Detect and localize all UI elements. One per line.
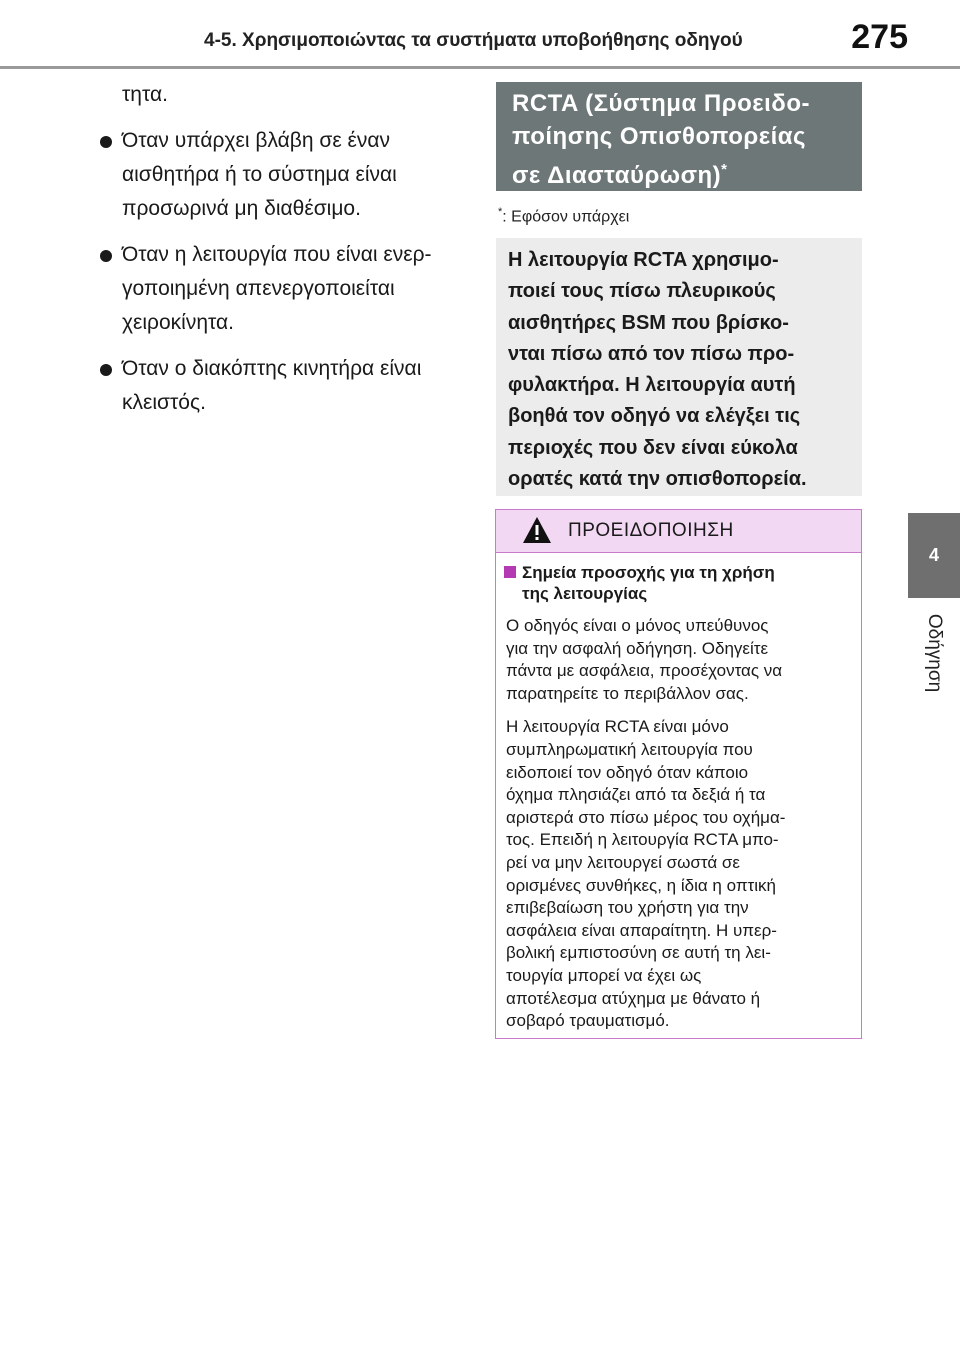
paragraph-line: για την ασφαλή οδήγηση. Οδηγείτε — [506, 638, 769, 658]
heading-line — [512, 153, 848, 192]
bullet-line: προσωρινά μη διαθέσιμο. — [122, 197, 361, 220]
heading-line-text: σε Διασταύρωση) — [512, 162, 722, 189]
warning-header — [496, 510, 861, 553]
bullet-line: αισθητήρα ή το σύστημα είναι — [122, 163, 397, 186]
paragraph-line: σοβαρό τραυματισμό. — [506, 1011, 670, 1031]
paragraph-line: αποτέλεσμα ατύχημα με θάνατο ή — [506, 988, 761, 1008]
intro-line: περιοχές που δεν είναι εύκολα — [508, 436, 798, 459]
paragraph-line: ορισμένες συνθήκες, η ίδια η οπτική — [506, 875, 776, 895]
intro-line: νται πίσω από τον πίσω προ- — [508, 342, 795, 365]
bullet-line: κλειστός. — [122, 391, 206, 414]
intro-line: ορατές κατά την οπισθοπορεία. — [508, 468, 807, 491]
section-title: 4-5. Χρησιμοποιώντας τα συστήματα υποβοήθησης οδηγού — [204, 30, 743, 51]
paragraph-line: Ο οδηγός είναι ο μόνος υπεύθυνος — [506, 616, 769, 635]
warning-subheading — [504, 562, 849, 604]
subheading-line: της λειτουργίας — [522, 584, 648, 603]
warning-paragraph — [504, 716, 849, 1032]
paragraph-line: πάντα με ασφάλεια, προσέχοντας να — [506, 661, 783, 681]
rcta-intro-box — [496, 238, 862, 496]
heading-line: ποίησης Οπισθοπορείας — [512, 123, 807, 150]
paragraph-line: βολική εμπιστοσύνη σε αυτή τη λει- — [506, 943, 771, 963]
warning-box — [495, 509, 862, 1039]
footnote-marker: * — [721, 161, 728, 178]
footnote — [498, 206, 629, 226]
left-column — [66, 78, 466, 432]
bullet-line: Όταν υπάρχει βλάβη σε έναν — [122, 129, 391, 152]
bullet-line: χειροκίνητα. — [122, 311, 234, 334]
bullet-dot-icon — [100, 136, 112, 148]
paragraph-line: συμπληρωματική λειτουργία που — [506, 739, 753, 759]
bullet-item — [66, 352, 466, 420]
bullet-dot-icon — [100, 364, 112, 376]
paragraph-line: ασφάλεια είναι απαραίτητη. Η υπερ- — [506, 920, 777, 940]
intro-line: φυλακτήρα. Η λειτουργία αυτή — [508, 374, 796, 397]
intro-line: Η λειτουργία RCTA χρησιμο- — [508, 249, 779, 271]
warning-body — [496, 553, 861, 1033]
continued-text: τητα. — [122, 83, 168, 106]
footnote-text: : Εφόσον υπάρχει — [502, 208, 630, 226]
intro-line: ποιεί τους πίσω πλευρικούς — [508, 280, 776, 303]
paragraph-line: τουργία μπορεί να έχει ως — [506, 965, 702, 985]
paragraph-line: επιβεβαίωση του χρήστη για την — [506, 898, 749, 918]
warning-triangle-icon — [522, 515, 552, 545]
paragraph-line: Η λειτουργία RCTA είναι μόνο — [506, 717, 729, 737]
paragraph-line: παρατηρείτε το περιβάλλον σας. — [506, 683, 749, 703]
header-divider — [0, 66, 960, 69]
paragraph-line: όχημα πλησιάζει από τα δεξιά ή τα — [506, 785, 766, 805]
bullet-dot-icon — [100, 250, 112, 262]
bullet-item — [66, 238, 466, 340]
page-number: 275 — [851, 18, 908, 56]
subheading-line: Σημεία προσοχής για τη χρήση — [522, 563, 775, 582]
bullet-line: Όταν η λειτουργία που είναι ενερ- — [122, 243, 432, 266]
chapter-number: 4 — [928, 545, 939, 565]
paragraph-line: τος. Επειδή η λειτουργία RCTA μπο- — [506, 830, 779, 850]
footnote-marker: * — [498, 206, 503, 218]
paragraph-line: αριστερά στο πίσω μέρος του οχήμα- — [506, 807, 786, 827]
paragraph-line: ειδοποιεί τον οδηγό όταν κάποιο — [506, 762, 749, 782]
bullet-item — [66, 124, 466, 226]
bullet-line: Όταν ο διακόπτης κινητήρα είναι — [122, 357, 422, 380]
bullet-line: γοποιημένη απενεργοποιείται — [122, 277, 395, 300]
paragraph-line: ρεί να μην λειτουργεί σωστά σε — [506, 852, 740, 872]
intro-line: αισθητήρες BSM που βρίσκο- — [508, 311, 789, 334]
rcta-section-heading — [496, 82, 862, 191]
intro-line: βοηθά τον οδηγό να ελέγξει τις — [508, 405, 801, 428]
warning-title: ΠΡΟΕΙΔΟΠΟΙΗΣΗ — [568, 520, 734, 541]
chapter-tab[interactable] — [908, 513, 960, 598]
warning-paragraph — [504, 615, 849, 705]
chapter-label: Οδήγηση — [924, 613, 945, 693]
square-marker-icon — [504, 566, 516, 578]
heading-line: RCTA (Σύστημα Προειδο- — [512, 90, 811, 117]
